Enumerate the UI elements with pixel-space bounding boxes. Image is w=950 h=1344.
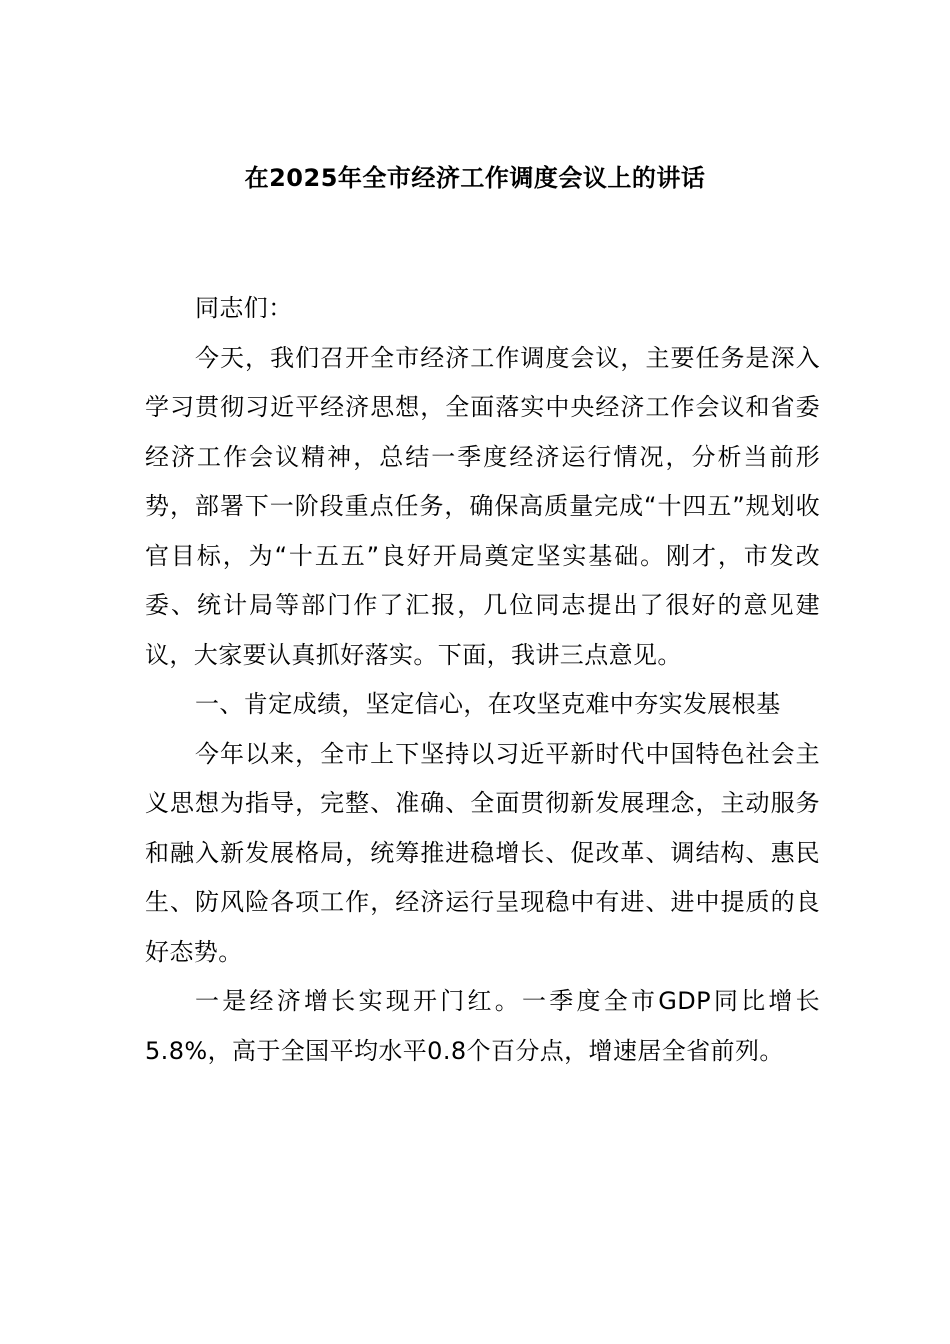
section-heading: 一、肯定成绩，坚定信心，在攻坚克难中夯实发展根基 — [195, 690, 781, 718]
document-title: 在2025年全市经济工作调度会议上的讲话 — [244, 164, 706, 192]
salutation-paragraph: 同志们： — [195, 294, 293, 322]
body-paragraph: 今年以来，全市上下坚持以习近平新时代中国特色社会主义思想为指导，完整、准确、全面贯彻新发展理念，主动服务和融入新发展格局，统筹推进稳增长、促改革、调结构、惠民生、防风险各项工作，经济运行呈现稳中有进、进中提质的良好态势。 — [145, 739, 820, 966]
document-body — [145, 284, 820, 1076]
intro-paragraph: 今天，我们召开全市经济工作调度会议，主要任务是深入学习贯彻习近平经济思想，全面落实中央经济工作会议和省委经济工作会议精神，总结一季度经济运行情况，分析当前形势，部署下一阶段重点任务，确保高质量完成“十四五”规划收官目标，为“十五五”良好开局奠定坚实基础。刚才，市发改委、统计局等部门作了汇报，几位同志提出了很好的意见建议，大家要认真抓好落实。下面，我讲三点意见。 — [145, 343, 820, 669]
body-paragraph: 一是经济增长实现开门红。一季度全市GDP同比增长5.8%，高于全国平均水平0.8个百分点，增速居全省前列。 — [145, 987, 820, 1065]
